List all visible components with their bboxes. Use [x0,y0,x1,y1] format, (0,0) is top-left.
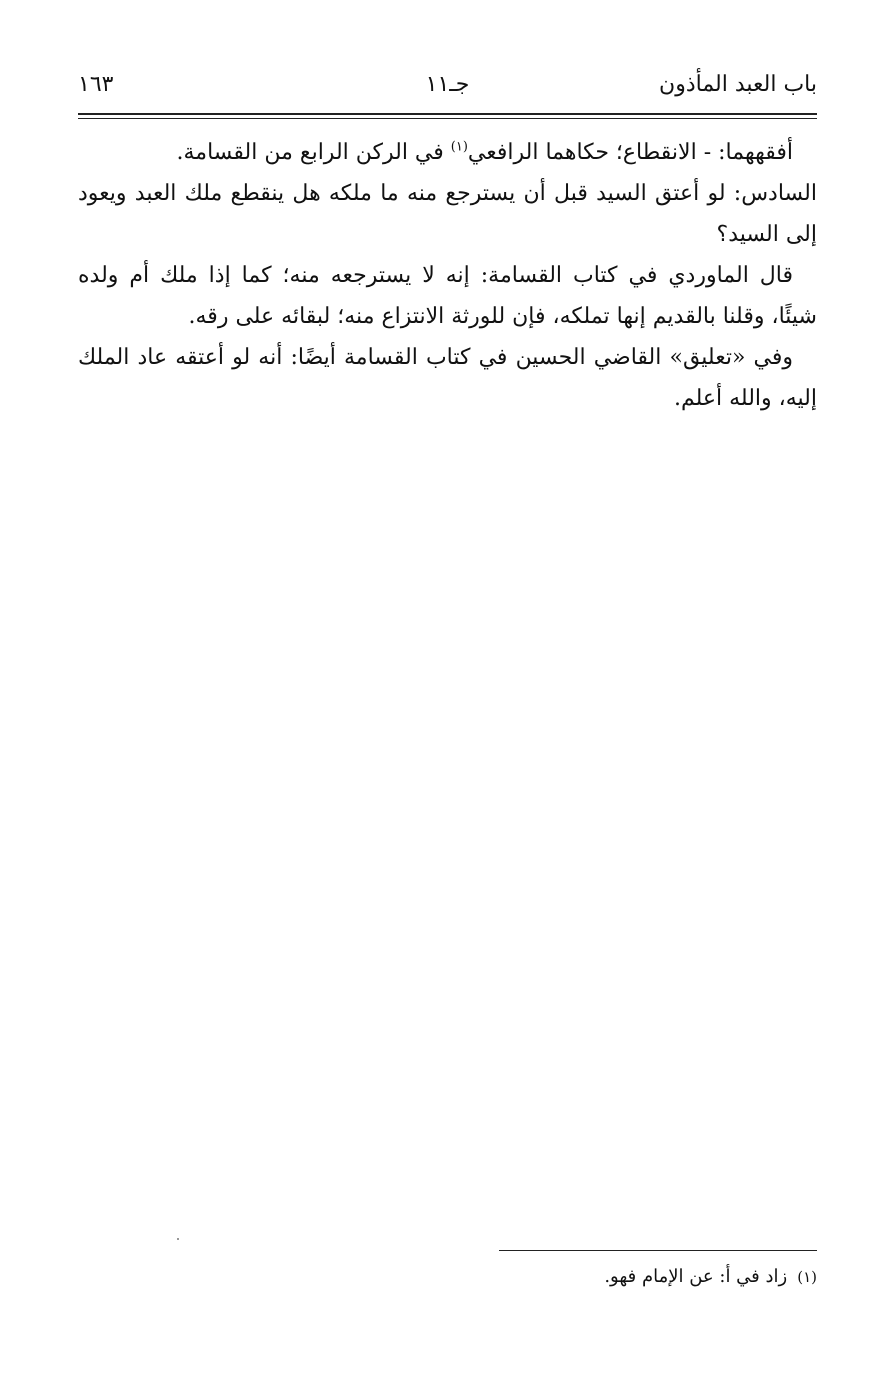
paragraph: وفي «تعليق» القاضي الحسين في كتاب القسامة أيضًا: أنه لو أعتقه عاد الملك إليه، والله أعلم. [78,345,817,411]
header-rule-thin [78,118,817,119]
footnote-number: (١) [797,1268,817,1286]
volume-label: جـ١١ [425,72,470,97]
paragraph [78,132,817,173]
chapter-title: باب العبد المأذون [659,72,817,97]
paragraph: السادس: لو أعتق السيد قبل أن يسترجع منه ما ملكه هل ينقطع ملك العبد ويعود إلى السيد؟ [78,181,817,247]
paragraph-text: أفقههما: - الانقطاع؛ حكاهما الرافعي [467,140,793,165]
footnote-text: زاد في أ: عن الإمام فهو. [604,1266,788,1287]
running-header [78,70,817,104]
main-text [78,132,817,419]
header-rule [78,113,817,115]
paragraph: قال الماوردي في كتاب القسامة: إنه لا يسترجعه منه؛ كما إذا ملك أم ولده شيئًا، وقلنا بالقديم إنها تملكه، فإن للورثة الانتزاع منه؛ لبقائه على رقه. [78,263,817,329]
page-number: ١٦٣ [78,72,114,97]
paragraph-text: في الركن الرابع من القسامة. [176,140,451,165]
footnote [78,1262,817,1292]
footnote-reference: (١) [450,139,468,155]
footnote-separator [499,1250,817,1251]
scan-speck [177,1238,179,1240]
